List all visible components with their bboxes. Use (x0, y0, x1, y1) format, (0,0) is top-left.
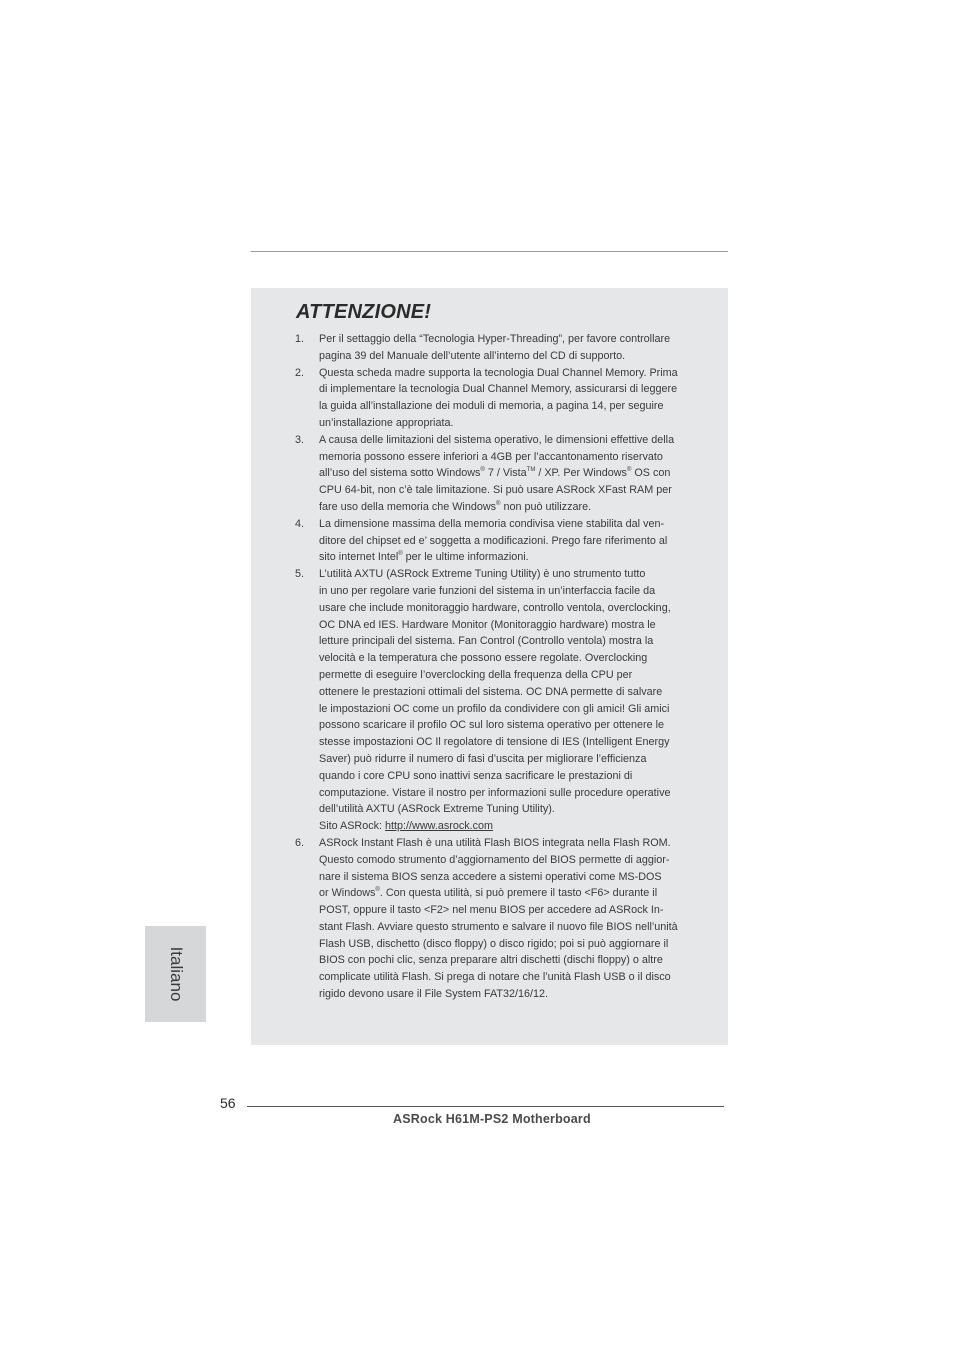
list-item-number: 5. (295, 568, 305, 581)
text-segment: all’uso del sistema sotto Windows (319, 467, 481, 480)
text-line (319, 348, 695, 365)
trademark-mark: TM (526, 467, 536, 474)
text-segment: ottenere le prestazioni ottimali del sistema. OC DNA permette di salvare (319, 685, 663, 698)
text-segment: velocità e la temperatura che possono essere regolate. Overclocking (319, 652, 648, 665)
text-line (319, 801, 695, 818)
language-tab (145, 926, 206, 1022)
text-line (319, 818, 695, 835)
text-line (319, 684, 695, 701)
text-segment: CPU 64-bit, non c’è tale limitazione. Si può usare ASRock XFast RAM per (319, 484, 672, 497)
text-line (319, 583, 695, 600)
footer-divider (247, 1106, 724, 1107)
text-segment: BIOS con pochi clic, senza preparare altri dischetti (dischi floppy) o altre (319, 954, 663, 967)
text-segment: in uno per regolare varie funzioni del sistema in un’interfaccia facile da (319, 584, 656, 597)
text-line (319, 398, 695, 415)
text-segment: or Windows (319, 887, 376, 900)
text-line (319, 617, 695, 634)
text-segment: ASRock Instant Flash è una utilità Flash BIOS integrata nella Flash ROM. (319, 836, 671, 849)
text-line (319, 885, 695, 902)
text-line (319, 449, 695, 466)
text-segment: Per il settaggio della “Tecnologia Hyper-Threading”, per favore controllare (319, 333, 671, 345)
text-segment: la guida all’installazione dei moduli di memoria, a pagina 14, per seguire (319, 400, 664, 413)
list-item-number: 6. (295, 836, 305, 849)
text-line (319, 415, 695, 432)
text-segment: un’installazione appropriata. (319, 416, 454, 429)
trademark-mark: ® (626, 467, 632, 474)
text-segment: 7 / Vista (484, 467, 527, 480)
text-line (319, 482, 695, 499)
text-segment: OC DNA ed IES. Hardware Monitor (Monitoraggio hardware) mostra le (319, 618, 656, 631)
list-item (295, 566, 695, 835)
text-segment: le impostazioni OC come un profilo da condividere con gli amici! Gli amici (319, 702, 670, 715)
text-line (319, 633, 695, 650)
language-tab-label: Italiano (166, 946, 186, 1002)
text-segment: pagina 39 del Manuale dell’utente all’interno del CD di supporto. (319, 349, 626, 362)
text-segment: ditore del chipset ed e’ soggetta a modificazioni. Prego fare riferimento al (319, 534, 668, 547)
text-line (319, 650, 695, 667)
list-item (295, 516, 695, 566)
trademark-mark: ® (496, 500, 501, 507)
text-line (319, 566, 695, 583)
text-segment: complicate utilità Flash. Si prega di notare che l’unità Flash USB o il disco (319, 971, 671, 984)
text-line (319, 701, 695, 718)
text-segment: A causa delle limitazioni del sistema operativo, le dimensioni effettive della (319, 433, 675, 446)
top-divider (251, 251, 728, 252)
list-item-number: 1. (295, 333, 305, 345)
text-line (319, 835, 695, 852)
text-line (319, 919, 695, 936)
page-number: 56 (220, 1095, 236, 1111)
text-segment: possono scaricare il profilo OC sul loro sistema operativo per ottenere le (319, 719, 665, 732)
text-line (319, 952, 695, 969)
attention-title: ATTENZIONE! (296, 301, 432, 323)
text-line (319, 852, 695, 869)
text-segment: OS con (631, 467, 671, 480)
attention-list (295, 331, 695, 1003)
footer-title: ASRock H61M-PS2 Motherboard (393, 1112, 591, 1126)
text-line (319, 381, 695, 398)
text-line (319, 869, 695, 886)
website-link[interactable]: http://www.asrock.com (385, 820, 494, 833)
text-segment: permette di eseguire l’overclocking della frequenza della CPU per (319, 668, 633, 681)
list-item-number: 3. (295, 433, 305, 446)
text-segment: letture principali del sistema. Fan Control (Controllo ventola) mostra la (319, 635, 654, 648)
text-line (319, 902, 695, 919)
text-line (319, 432, 695, 449)
text-line (319, 365, 695, 382)
text-segment: Sito ASRock: (319, 820, 386, 833)
text-line (319, 986, 695, 1003)
trademark-mark: ® (480, 467, 485, 474)
text-segment: quando i core CPU sono inattivi senza sacrificare le prestazioni di (319, 769, 633, 782)
text-line (319, 465, 695, 482)
text-line (319, 331, 695, 348)
text-segment: Flash USB, dischetto (disco floppy) o disco rigido; poi si può aggiornare il (319, 937, 669, 950)
text-segment: usare che include monitoraggio hardware, controllo ventola, overclocking, (319, 601, 671, 614)
text-segment: Questo comodo strumento d’aggiornamento del BIOS permette di aggior- (319, 853, 670, 866)
text-line (319, 549, 695, 566)
text-line (319, 667, 695, 684)
text-line (319, 751, 695, 768)
text-line (319, 734, 695, 751)
text-segment: dell’utilità AXTU (ASRock Extreme Tuning Utility). (319, 803, 555, 816)
text-segment: computazione. Vistare il nostro per informazioni sulle procedure operative (319, 786, 671, 799)
list-item (295, 365, 695, 432)
text-line (319, 717, 695, 734)
trademark-mark: ® (398, 551, 403, 558)
text-segment: memoria possono essere inferiori a 4GB per l’accantonamento riservato (319, 450, 663, 463)
text-segment: Questa scheda madre supporta la tecnologia Dual Channel Memory. Prima (319, 366, 678, 379)
text-segment: . Con questa utilità, si può premere il tasto <F6> durante il (379, 887, 658, 900)
text-segment: Saver) può ridurre il numero di fasi d’uscita per migliorare l’efficienza (319, 752, 647, 765)
text-line (319, 936, 695, 953)
text-segment: non può utilizzare. (500, 500, 592, 513)
list-item (295, 331, 695, 365)
text-segment: L’utilità AXTU (ASRock Extreme Tuning Utility) è uno strumento tutto (319, 568, 646, 581)
text-segment: La dimensione massima della memoria condivisa viene stabilita dal ven- (319, 517, 665, 530)
text-segment: nare il sistema BIOS senza accedere a sistemi operativi come MS-DOS (319, 870, 662, 883)
text-line (319, 499, 695, 516)
text-segment: stesse impostazioni OC Il regolatore di tensione di IES (Intelligent Energy (319, 736, 670, 749)
text-segment: stant Flash. Avviare questo strumento e salvare il nuovo file BIOS nell’unità (319, 920, 678, 933)
list-item-number: 2. (295, 366, 305, 379)
text-segment: sito internet Intel (319, 551, 399, 564)
text-line (319, 516, 695, 533)
text-segment: per le ultime informazioni. (402, 551, 529, 564)
text-segment: fare uso della memoria che Windows (319, 500, 497, 513)
text-segment: di implementare la tecnologia Dual Channel Memory, assicurarsi di leggere (319, 383, 678, 396)
list-item-number: 4. (295, 517, 305, 530)
list-item (295, 835, 695, 1003)
text-line (319, 969, 695, 986)
text-segment: / XP. Per Windows (535, 467, 627, 480)
text-line (319, 600, 695, 617)
text-segment: POST, oppure il tasto <F2> nel menu BIOS per accedere ad ASRock In- (319, 904, 664, 917)
text-line (319, 785, 695, 802)
trademark-mark: ® (375, 887, 380, 894)
list-item (295, 432, 695, 516)
text-segment: rigido devono usare il File System FAT32/16/12. (319, 988, 549, 1001)
text-line (319, 533, 695, 550)
text-line (319, 768, 695, 785)
